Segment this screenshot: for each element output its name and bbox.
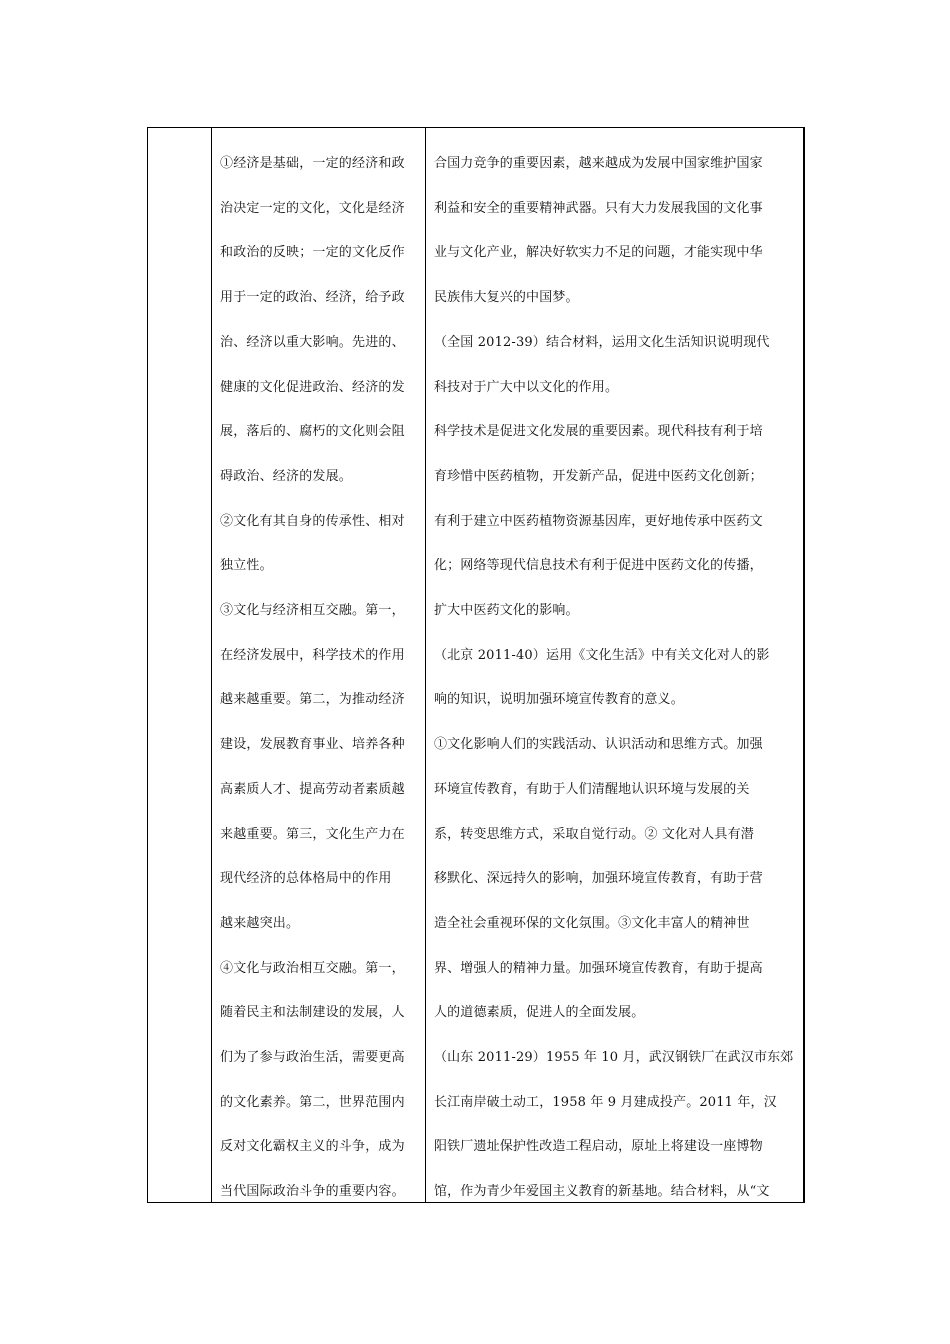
text-line: 界、增强人的精神力量。加强环境宣传教育，有助于提高 (434, 960, 763, 976)
text-line: 治决定一定的文化，文化是经济 (220, 200, 405, 216)
text-line: 响的知识，说明加强环境宣传教育的意义。 (434, 692, 684, 708)
text-line: 用于一定的政治、经济，给予政 (220, 290, 405, 306)
text-line: 健康的文化促进政治、经济的发 (220, 379, 405, 395)
text-line: 馆，作为青少年爱国主义教育的新基地。结合材料，从“文 (434, 1184, 770, 1200)
text-line: 阳铁厂遗址保护性改造工程启动，原址上将建设一座博物 (434, 1139, 763, 1155)
text-line: 建设，发展教育事业、培养各种 (220, 737, 405, 753)
text-line: 民族伟大复兴的中国梦。 (434, 290, 579, 306)
text-line: ①文化影响人们的实践活动、认识活动和思维方式。加强 (434, 737, 763, 753)
text-line: 碍政治、经济的发展。 (220, 468, 353, 484)
text-line: 越来越突出。 (220, 915, 300, 931)
text-line: 科学技术是促进文化发展的重要因素。现代科技有利于培 (434, 424, 763, 440)
text-line: 业与文化产业，解决好软实力不足的问题，才能实现中华 (434, 245, 763, 261)
table-cell-right (434, 128, 796, 1215)
text-line: （北京 2011-40）运用《文化生活》中有关文化对人的影 (434, 647, 770, 663)
content-table (147, 127, 805, 1203)
text-line: 造全社会重视环保的文化氛围。③文化丰富人的精神世 (434, 915, 750, 931)
text-line: 来越重要。第三，文化生产力在 (220, 826, 405, 842)
text-line: 科技对于广大中以文化的作用。 (434, 379, 619, 395)
text-line: 们为了参与政治生活，需要更高 (220, 1050, 405, 1066)
text-line: 独立性。 (220, 558, 273, 574)
text-line: 移默化、深远持久的影响，加强环境宣传教育，有助于营 (434, 871, 763, 887)
text-line: 有利于建立中医药植物资源基因库，更好地传承中医药文 (434, 513, 763, 529)
text-line: 化；网络等现代信息技术有利于促进中医药文化的传播， (434, 558, 763, 574)
text-line: 环境宣传教育，有助于人们清醒地认识环境与发展的关 (434, 781, 750, 797)
table-cell-middle (220, 128, 420, 1215)
text-line: 反对文化霸权主义的斗争，成为 (220, 1139, 405, 1155)
text-line: ③文化与经济相互交融。第一， (220, 603, 405, 619)
text-line: 育珍惜中医药植物，开发新产品，促进中医药文化创新； (434, 468, 763, 484)
text-line: 展，落后的、腐朽的文化则会阻 (220, 424, 405, 440)
text-line: 系，转变思维方式，采取自觉行动。② 文化对人具有潜 (434, 826, 754, 842)
text-line: 扩大中医药文化的影响。 (434, 603, 579, 619)
text-line: （全国 2012-39）结合材料，运用文化生活知识说明现代 (434, 334, 770, 350)
text-line: 的文化素养。第二，世界范围内 (220, 1094, 405, 1110)
column-divider (425, 128, 426, 1202)
text-line: ②文化有其自身的传承性、相对 (220, 513, 405, 529)
text-line: ①经济是基础，一定的经济和政 (220, 156, 405, 171)
text-line: 长江南岸破土动工，1958 年 9 月建成投产。2011 年，汉 (434, 1094, 777, 1110)
text-line: 和政治的反映；一定的文化反作 (220, 245, 405, 261)
text-line: 在经济发展中，科学技术的作用 (220, 647, 405, 663)
text-line: 人的道德素质，促进人的全面发展。 (434, 1005, 645, 1021)
text-line: 利益和安全的重要精神武器。只有大力发展我国的文化事 (434, 200, 763, 216)
text-line: 随着民主和法制建设的发展，人 (220, 1005, 405, 1021)
text-line: 合国力竞争的重要因素，越来越成为发展中国家维护国家 (434, 156, 763, 171)
column-divider (211, 128, 212, 1202)
text-line: 越来越重要。第二，为推动经济 (220, 692, 405, 708)
text-line: 当代国际政治斗争的重要内容。 (220, 1184, 405, 1200)
text-line: （山东 2011-29）1955 年 10 月，武汉钢铁厂在武汉市东郊 (434, 1050, 794, 1066)
text-line: 高素质人才、提高劳动者素质越 (220, 781, 405, 797)
text-line: 治、经济以重大影响。先进的、 (220, 334, 405, 350)
text-line: 现代经济的总体格局中的作用 (220, 871, 392, 887)
text-line: ④文化与政治相互交融。第一， (220, 960, 405, 976)
